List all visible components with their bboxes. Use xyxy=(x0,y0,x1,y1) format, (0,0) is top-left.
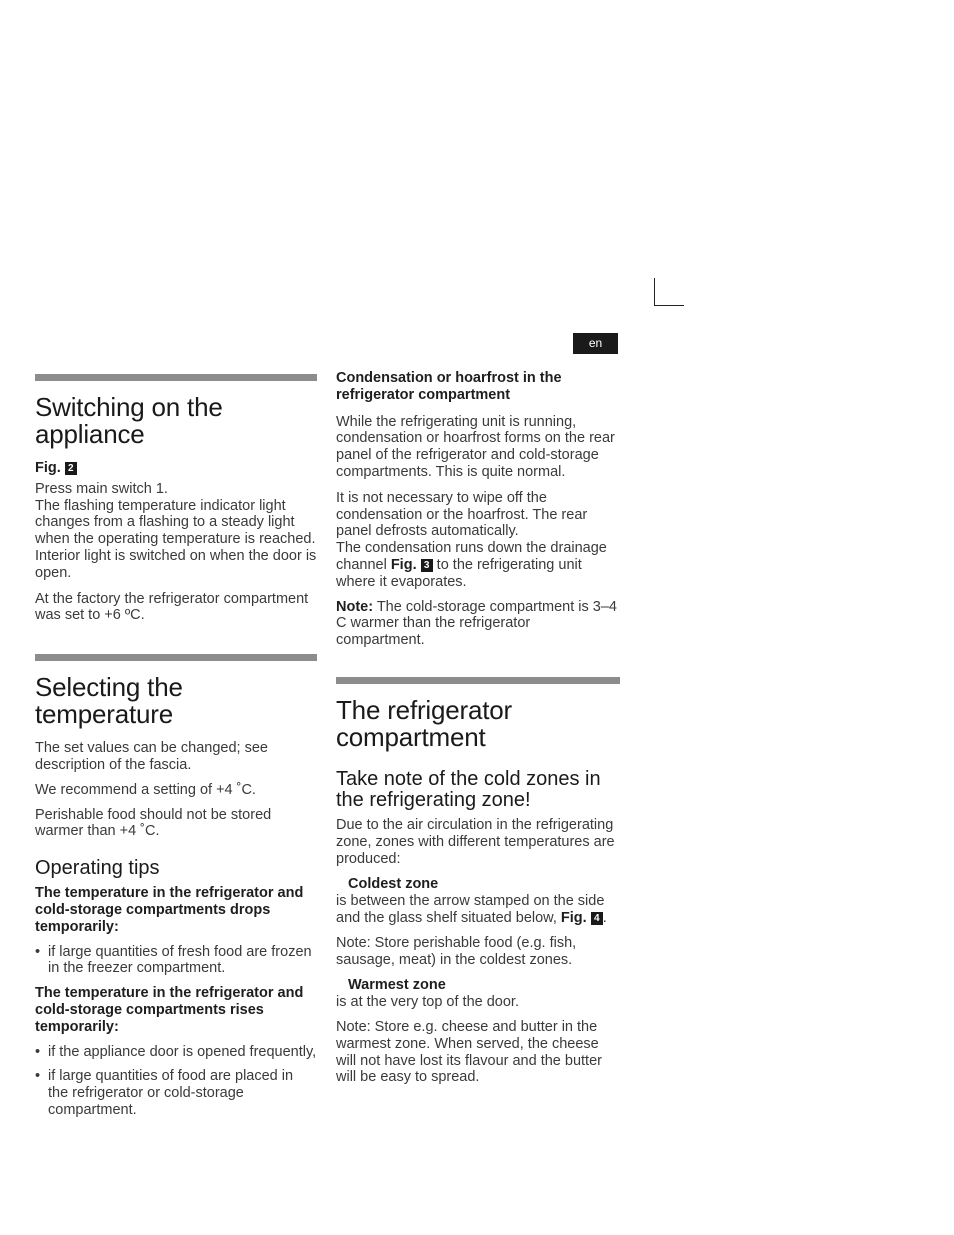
coldest-zone-text xyxy=(336,893,620,927)
fig-label: Fig. xyxy=(390,556,417,573)
selecting-para-1: The set values can be changed; see description of the fascia. xyxy=(35,740,268,773)
coldest-zone-title: Coldest zone xyxy=(348,876,439,893)
left-column xyxy=(35,374,317,1127)
condensation-heading: Condensation or hoarfrost in the refrigerator compartment xyxy=(336,370,562,403)
selecting-temperature-title: Selecting the temperature xyxy=(35,672,183,730)
cold-zones-subtitle: Take note of the cold zones in the refrigerating zone! xyxy=(336,767,601,811)
list-item: • if the appliance door is opened frequently, xyxy=(35,1044,317,1061)
switching-para-2: At the factory the refrigerator compartment was set to +6 ºC. xyxy=(35,590,309,624)
section-rule xyxy=(35,654,317,661)
warmest-zone-note: Note: Store e.g. cheese and butter in the warmest zone. When served, the cheese will not have lost its flavour and the butter will be easy to spread. xyxy=(336,1018,602,1086)
selecting-para-3: Perishable food should not be stored warmer than +4 ˚C. xyxy=(35,806,272,840)
condensation-note xyxy=(336,599,620,649)
switching-fig-ref xyxy=(35,460,317,477)
note-label: Note: xyxy=(336,598,374,615)
fig-number: 2 xyxy=(65,462,77,475)
section-rule xyxy=(336,677,620,684)
warmest-zone-title: Warmest zone xyxy=(348,977,446,994)
switching-on-title: Switching on the appliance xyxy=(35,392,223,449)
crop-mark-horizontal xyxy=(654,305,684,306)
crop-mark-vertical xyxy=(654,278,655,306)
section-rule xyxy=(35,374,317,381)
coldest-zone-note: Note: Store perishable food (e.g. fish, sausage, meat) in the coldest zones. xyxy=(336,934,577,968)
condensation-para-2 xyxy=(336,490,620,591)
fig-label: Fig. xyxy=(560,909,587,926)
fig-number: 3 xyxy=(421,559,433,572)
warmest-zone-text: is at the very top of the door. xyxy=(336,994,519,1011)
fig-label: Fig. xyxy=(35,460,61,476)
operating-tips-title: Operating tips xyxy=(35,857,160,880)
condensation-para-2-text: It is not necessary to wipe off the condensation or the hoarfrost. The rear panel defrosts automatically. The condensation runs down the drainage channel xyxy=(336,489,607,573)
drops-heading: The temperature in the refrigerator and cold-storage compartments drops temporarily: xyxy=(35,885,304,935)
language-badge: en xyxy=(573,333,618,354)
note-text: The cold-storage compartment is 3–4 C warmer than the refrigerator compartment. xyxy=(336,598,617,649)
condensation-para-1: While the refrigerating unit is running, condensation or hoarfrost forms on the rear panel of the refrigerator and cold-storage compartments. This is quite normal. xyxy=(336,413,615,480)
list-item: • if large quantities of fresh food are frozen in the freezer compartment. xyxy=(35,944,317,978)
selecting-para-2: We recommend a setting of +4 ˚C. xyxy=(35,781,256,798)
list-item: • if large quantities of food are placed in the refrigerator or cold-storage compartment. xyxy=(35,1068,317,1118)
refrigerator-compartment-title: The refrigerator compartment xyxy=(336,694,512,752)
coldest-zone-end: . xyxy=(602,909,607,926)
cold-zones-intro: Due to the air circulation in the refrigerating zone, zones with different temperatures are produced: xyxy=(336,816,615,867)
fig-number: 4 xyxy=(591,912,603,925)
coldest-zone-desc: is between the arrow stamped on the side and the glass shelf situated below, xyxy=(336,893,605,926)
drops-list xyxy=(35,944,317,978)
switching-para-1: Press main switch 1. The flashing temperature indicator light changes from a flashing to a steady light when the operating temperature is reached. Interior light is switched on when the door is open. xyxy=(35,480,317,581)
right-column xyxy=(336,370,620,1094)
rises-heading: The temperature in the refrigerator and cold-storage compartments rises temporarily: xyxy=(35,985,304,1035)
condensation-para-2-end: to the refrigerating unit where it evaporates. xyxy=(336,556,582,590)
rises-list xyxy=(35,1044,317,1119)
